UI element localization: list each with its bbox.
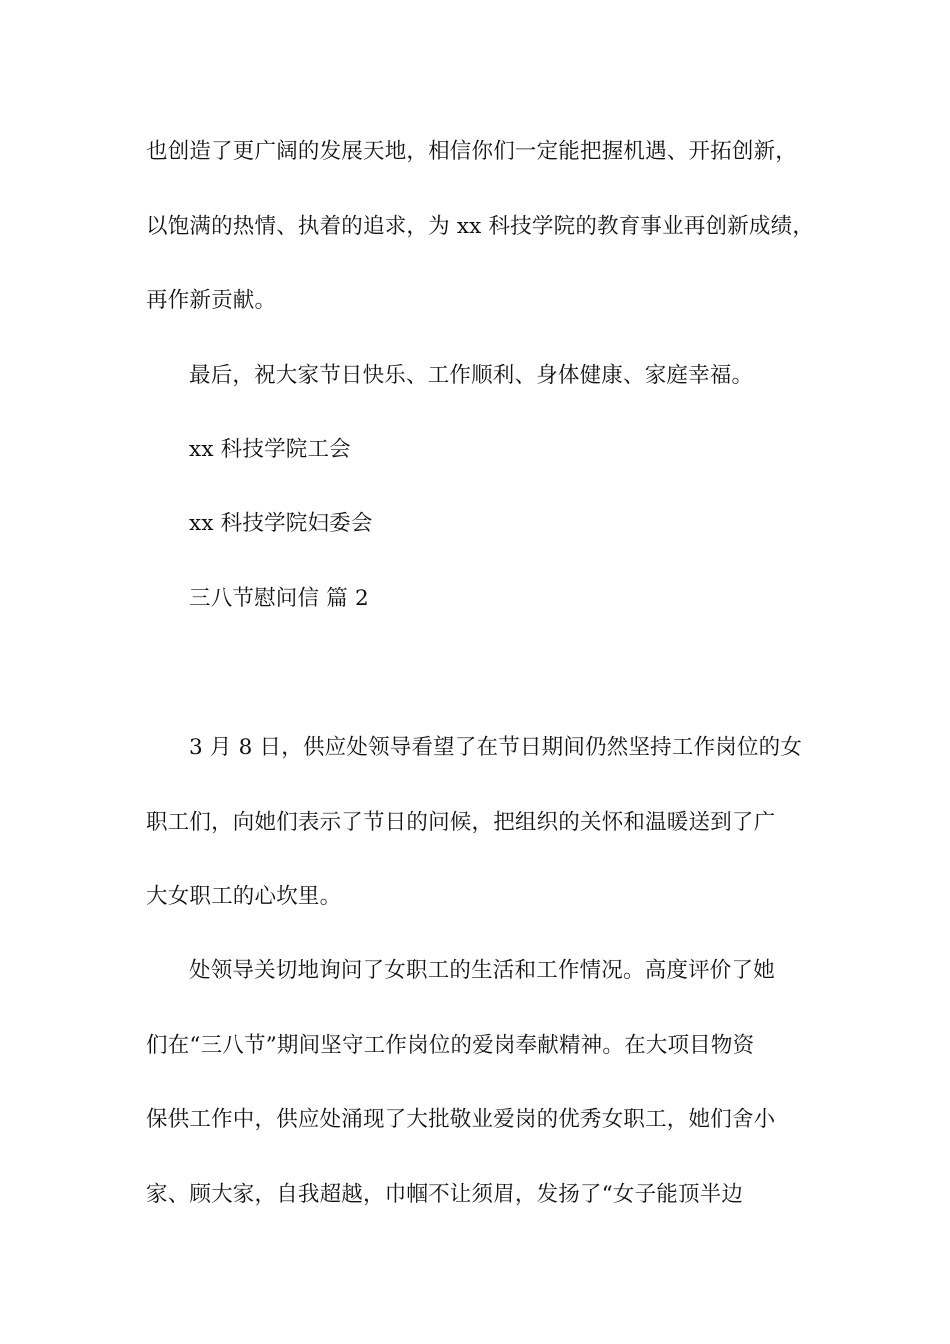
paragraph-line: 再作新贡献。 xyxy=(146,288,277,313)
paragraph-line: 们在“三八节”期间坚守工作岗位的爱岗奉献精神。在大项目物资 xyxy=(146,1033,755,1058)
paragraph-line: 3 月 8 日，供应处领导看望了在节日期间仍然坚持工作岗位的女 xyxy=(189,735,803,760)
paragraph-line: 以饱满的热情、执着的追求，为 xx 科技学院的教育事业再创新成绩， xyxy=(146,214,815,239)
paragraph-line: 也创造了更广阔的发展天地，相信你们一定能把握机遇、开拓创新， xyxy=(146,139,798,164)
signature-women-committee: xx 科技学院妇委会 xyxy=(189,511,373,536)
signature-union: xx 科技学院工会 xyxy=(189,437,351,462)
paragraph-line: 处领导关切地询问了女职工的生活和工作情况。高度评价了她 xyxy=(189,958,775,983)
paragraph-line: 职工们，向她们表示了节日的问候，把组织的关怀和温暖送到了广 xyxy=(146,810,776,835)
section-heading: 三八节慰问信 篇 2 xyxy=(189,586,369,611)
paragraph-line: 家、顾大家，自我超越，巾帼不让须眉，发扬了“女子能顶半边 xyxy=(146,1182,744,1207)
closing-wish: 最后，祝大家节日快乐、工作顺利、身体健康、家庭幸福。 xyxy=(189,363,754,388)
paragraph-line: 大女职工的心坎里。 xyxy=(146,884,342,909)
paragraph-line: 保供工作中，供应处涌现了大批敬业爱岗的优秀女职工，她们舍小 xyxy=(146,1107,776,1132)
